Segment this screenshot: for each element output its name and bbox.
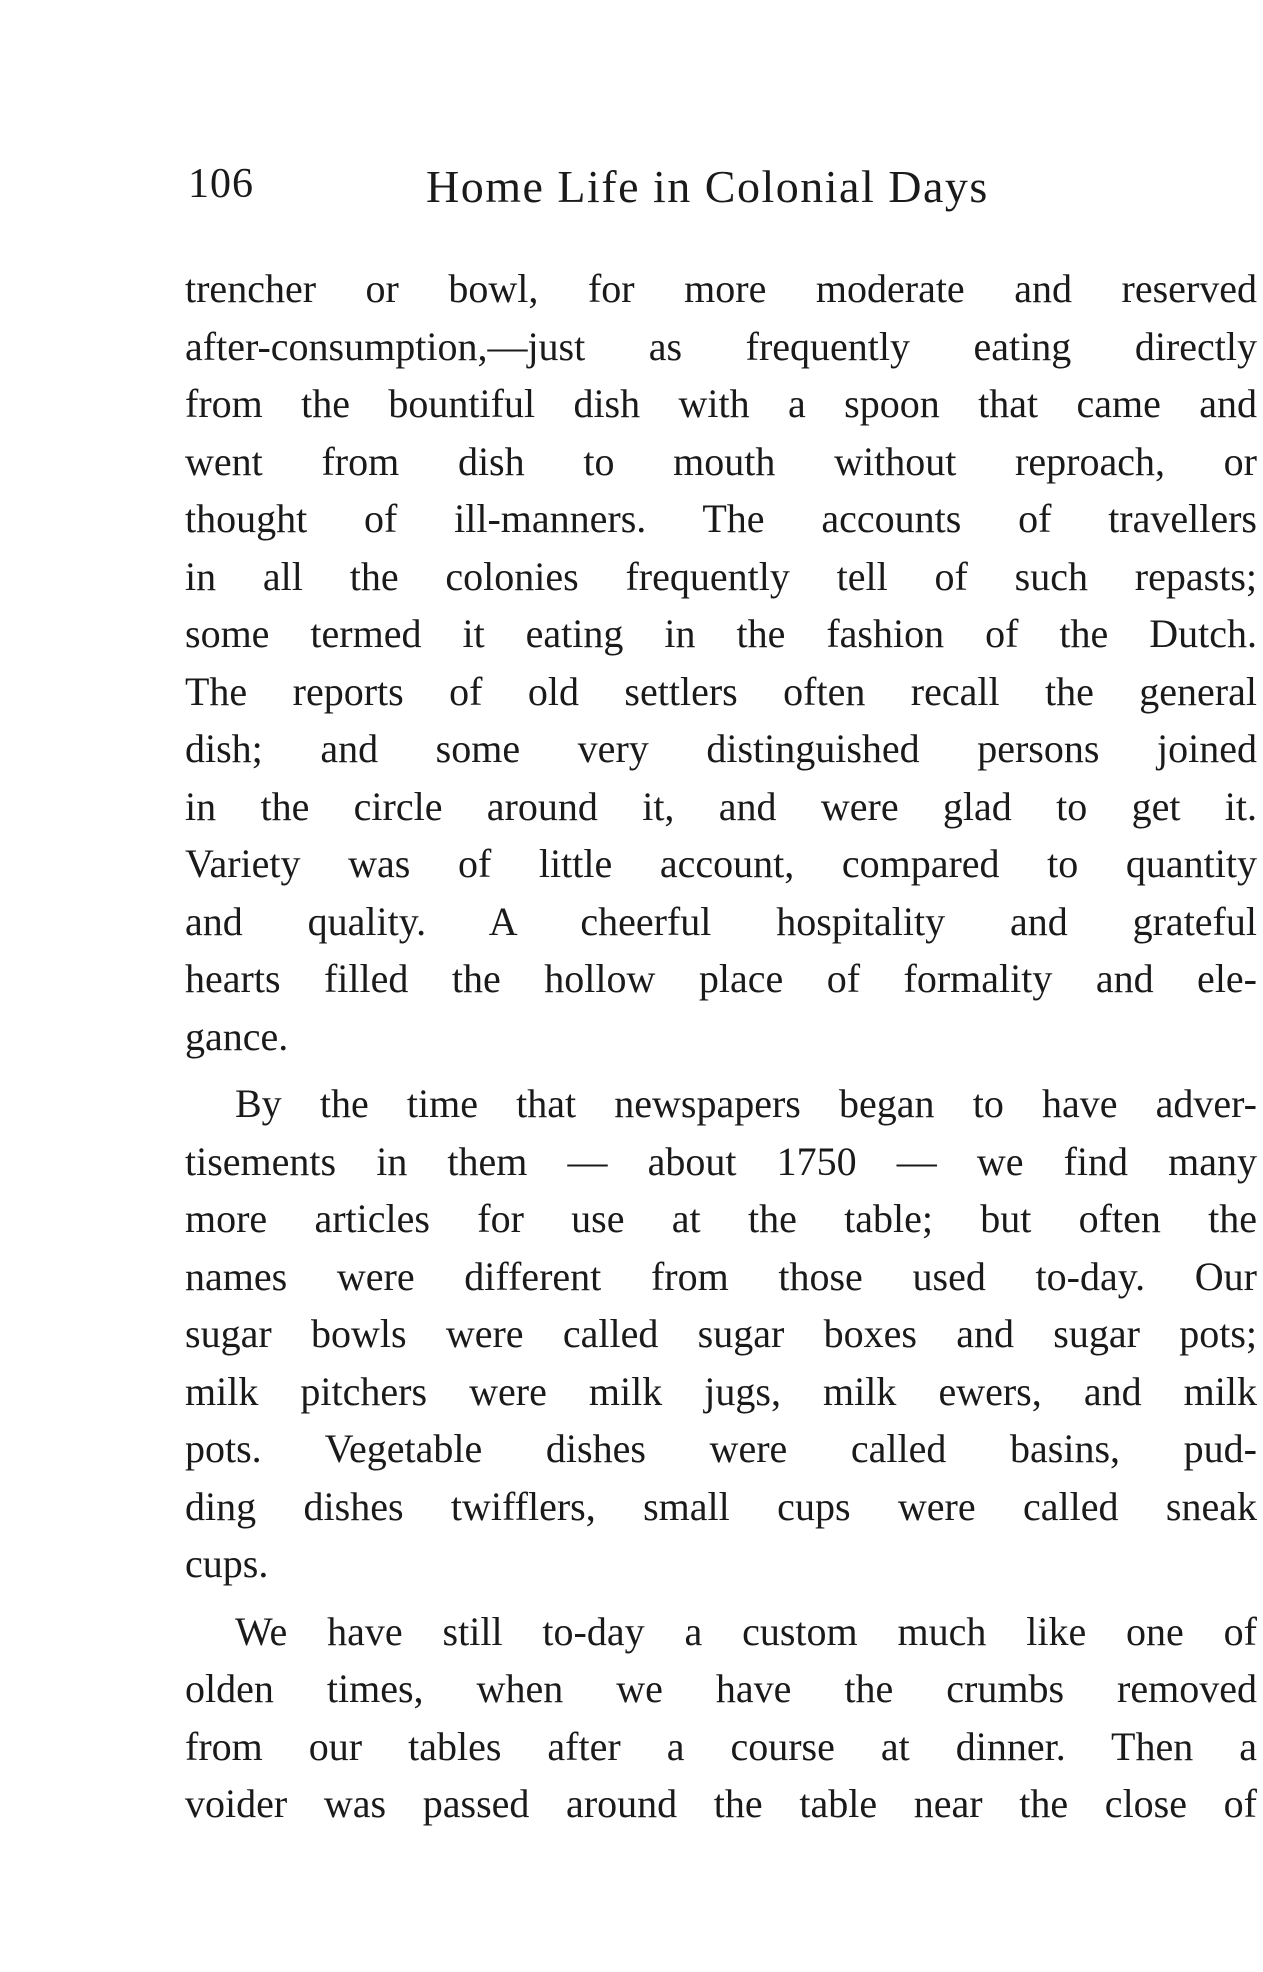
paragraph-1 xyxy=(185,260,1257,1065)
paragraph-3 xyxy=(185,1603,1257,1833)
text-line: names were different from those used to-day. Our xyxy=(185,1253,1257,1299)
body-text xyxy=(185,260,1257,1843)
text-line: voider was passed around the table near the close of xyxy=(185,1781,1257,1826)
text-line: more articles for use at the table; but often the xyxy=(185,1196,1257,1241)
text-line: We have still to-day a custom much like one of xyxy=(235,1608,1257,1654)
text-line: Variety was of little account, compared to quantity xyxy=(185,841,1257,886)
text-line: hearts filled the hollow place of formality and ele- xyxy=(185,956,1257,1001)
text-line: in all the colonies frequently tell of such repasts; xyxy=(185,553,1257,599)
text-line: went from dish to mouth without reproach, or xyxy=(185,438,1257,484)
text-line: after-consumption,—just as frequently eating directly xyxy=(185,323,1257,369)
text-line: tisements in them — about 1750 — we find many xyxy=(185,1138,1257,1184)
text-line: trencher or bowl, for more moderate and reserved xyxy=(185,266,1257,311)
text-line: sugar bowls were called sugar boxes and sugar pots; xyxy=(185,1311,1257,1356)
text-line: from our tables after a course at dinner. Then a xyxy=(185,1723,1257,1769)
text-line: from the bountiful dish with a spoon that came and xyxy=(185,381,1257,426)
text-line: By the time that newspapers began to have adver- xyxy=(235,1081,1257,1126)
running-head xyxy=(188,160,1253,220)
text-line: The reports of old settlers often recall the general xyxy=(185,668,1257,714)
text-line: in the circle around it, and were glad to get it. xyxy=(185,783,1257,829)
text-line: gance. xyxy=(185,1013,289,1059)
text-line: dish; and some very distinguished persons joined xyxy=(185,726,1257,771)
text-line: some termed it eating in the fashion of the Dutch. xyxy=(185,611,1257,656)
text-line: cups. xyxy=(185,1541,269,1586)
page-number: 106 xyxy=(188,161,254,207)
text-line: olden times, when we have the crumbs removed xyxy=(185,1666,1257,1711)
text-line: pots. Vegetable dishes were called basins, pud- xyxy=(185,1426,1257,1471)
text-line: milk pitchers were milk jugs, milk ewers, and milk xyxy=(185,1368,1257,1414)
text-line: ding dishes twifflers, small cups were called sneak xyxy=(185,1483,1257,1529)
text-line: and quality. A cheerful hospitality and grateful xyxy=(185,898,1257,944)
paragraph-2 xyxy=(185,1075,1257,1593)
text-line: thought of ill-manners. The accounts of travellers xyxy=(185,496,1257,541)
running-title: Home Life in Colonial Days xyxy=(426,161,989,212)
